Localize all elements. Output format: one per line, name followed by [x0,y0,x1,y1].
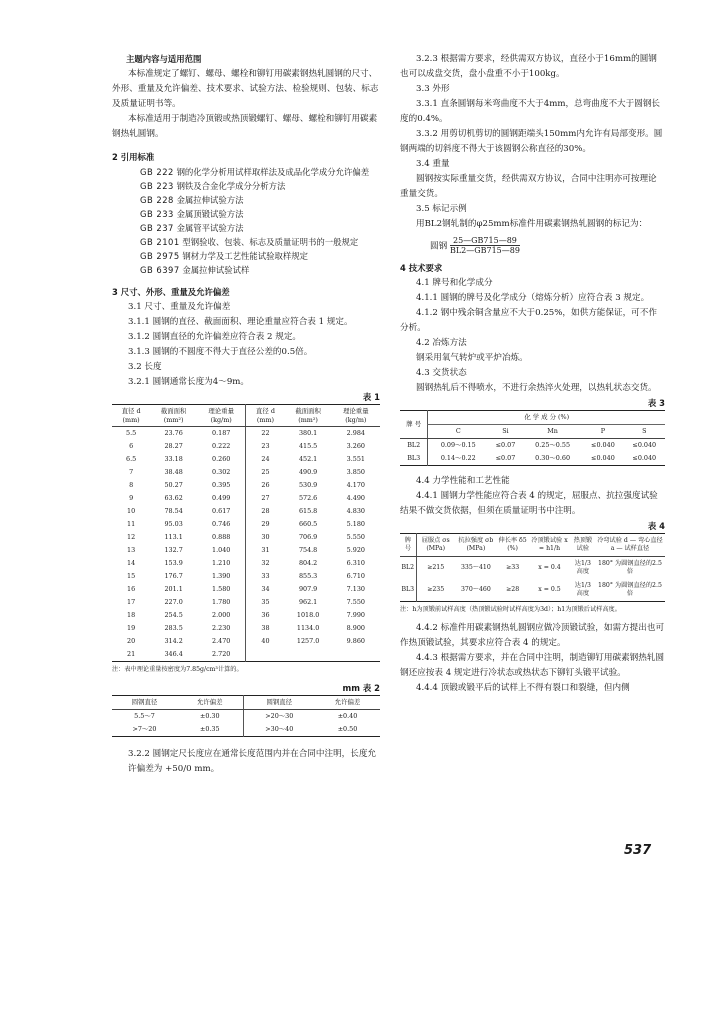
table-cell: 0.302 [212,468,231,476]
table-cell: 452.1 [298,455,318,463]
table-cell: 2.230 [212,624,231,632]
table-cell: 113.1 [164,533,183,541]
table-cell: 415.5 [298,442,318,450]
table-row [112,723,380,737]
clause: 3.2 长度 [128,362,162,372]
clause: 4.4.3 根据需方要求，并在合同中注明，制造铆钉用碳素钢热轧圆钢还应按表 4 规定进行冷状态或热状态下铆钉头锻平试验。 [400,652,665,678]
table-cell: 34 [246,583,285,596]
table-cell: 26 [246,479,285,492]
table-cell: 32 [246,557,285,570]
table-1-note: 注：表中理论重量按密度为7.85g/cm³计算的。 [112,666,243,673]
table-row [112,570,380,583]
table-cell: 78.54 [164,507,183,515]
clause: 3.2.1 圆钢通常长度为4～9m。 [128,377,250,387]
table-cell: 10 [127,507,136,515]
reference-code: GB 228 [140,195,174,205]
table-cell: 20 [127,637,136,645]
clause: 4.4.2 标准件用碳素钢热轧圆钢应做冷顶锻试验，如需方提出也可作热顶锻试验，其要求应符合表 4 的规定。 [400,622,665,648]
table-3-header: 牌 号 [400,411,428,439]
table-cell: ±0.30 [199,711,220,720]
table-cell: 31 [246,544,285,557]
table-row [112,427,380,441]
table-cell: 25 [246,466,285,479]
clause: 4.4 力学性能和工艺性能 [416,475,510,486]
table-header-cell: 允许偏差 [315,696,380,710]
table-cell: 0.746 [212,520,231,528]
table-row [112,635,380,648]
table-cell: 0.09～0.15 [428,438,488,452]
table-cell: x = 0.5 [538,585,561,593]
reference-item [112,165,380,179]
table-cell: 380.1 [298,429,318,437]
reference-code: GB 223 [140,181,174,191]
table-cell: 2.000 [212,611,231,619]
table-cell: 22 [246,427,285,441]
table-cell: 21 [127,650,136,658]
table-cell [285,648,332,662]
clause: 4.1 牌号和化学成分 [416,278,493,288]
table-cell: 33 [246,570,285,583]
table-header-cell: Si [488,425,523,439]
table-cell: 5.180 [346,520,365,528]
clause: 3.2.2 圆钢定尺长度应在通常长度范围内并在合同中注明，长度允许偏差为 +50/0 mm。 [128,748,377,774]
table-header-cell: 屈服点 σs (MPa) [416,533,455,556]
table-cell: 5.920 [346,546,365,554]
table-cell: 8.900 [346,624,365,632]
table-cell: ≥215 [416,556,455,579]
section-heading: 主题内容与适用范围 [126,54,202,64]
paragraph: 本标准规定了螺钉、螺母、螺栓和铆钉用碳素钢热轧圆钢的尺寸、外形、重量及允许偏差、技术要求、试验方法、检验规则、包装、标志及质量证明书等。 [112,69,379,109]
table-cell: 15 [127,572,136,580]
table-cell: 2.470 [212,637,231,645]
table-4 [400,533,665,602]
table-cell: 28 [246,505,285,518]
table-row [112,440,380,453]
table-cell: 0.617 [212,507,231,515]
table-cell: 2.720 [212,650,231,658]
table-row [400,452,665,466]
table-header-cell: P [582,425,623,439]
table-cell: >20～30 [243,709,315,723]
reference-title: 钢的化学分析用试样取样法及成品化学成分允许偏差 [176,167,370,177]
clause: 3.3.1 直条圆钢每米弯曲度不大于4mm，总弯曲度不大于圆钢长度的0.4%。 [400,99,661,124]
table-row [112,609,380,622]
table-cell: 4.170 [346,481,365,489]
reference-title: 钢铁及合金化学成分分析方法 [176,181,286,191]
table-cell: 227.0 [164,598,183,606]
table-row [112,479,380,492]
table-cell: 36 [246,609,285,622]
table-cell: 29 [246,518,285,531]
table-cell: ≤0.07 [495,453,516,462]
table-cell: 1257.0 [296,637,320,645]
table-cell: 530.9 [298,481,318,489]
clause: 3.1.3 圆钢的不圆度不得大于直径公差的0.5倍。 [128,347,313,357]
table-cell: 9 [129,494,134,502]
table-cell: 7 [129,468,134,476]
table-cell: ±0.50 [337,724,358,733]
table-cell: BL2 [401,563,415,571]
table-row [112,622,380,635]
table-cell: >7～20 [132,724,157,733]
table-header-cell: 冷弯试验 d — 弯心直径 a — 试样直径 [595,533,665,556]
table-cell [246,648,285,662]
table-row [112,531,380,544]
table-cell: 3.850 [346,468,365,476]
table-cell: 855.3 [298,572,318,580]
table-cell: 14 [127,559,136,567]
clause: 4.4.1 圆钢力学性能应符合表 4 的规定，屈服点、抗拉强度试验结果不做交货依据，但须在质量证明书中注明。 [400,490,658,516]
table-cell: 2.984 [346,429,365,437]
reference-code: GB 237 [140,223,174,233]
table-cell: 16 [127,585,136,593]
section-heading: 4 技术要求 [400,263,443,273]
table-cell: 4.490 [346,494,365,502]
table-cell: 180° 为圆钢直径的2.5倍 [598,559,662,575]
table-cell: 23 [246,440,285,453]
table-4-note: 注：h为顶锻前试样高度（热顶锻试验时试样高度为3d）；h1为顶锻后试样高度。 [400,605,621,613]
table-cell: 254.5 [164,611,183,619]
table-cell: 50.27 [164,481,183,489]
table-cell: ≤0.040 [632,453,657,462]
paragraph: 用BL2钢轧制的φ25mm标准件用碳素钢热轧圆钢的标记为： [416,219,648,229]
table-row [400,556,665,579]
table-cell: 0.222 [212,442,231,450]
table-cell: 0.14～0.22 [428,452,488,466]
reference-code: GB 6397 [140,265,180,275]
table-row [112,596,380,609]
table-row [112,709,380,723]
clause: 3.1 尺寸、重量及允许偏差 [128,302,231,312]
table-cell: 615.8 [298,507,318,515]
reference-code: GB 2975 [140,251,180,261]
table-1 [112,404,380,662]
table-header-cell: 理论重量 (kg/m) [332,405,380,427]
table-header-cell: 允许偏差 [177,696,243,710]
paragraph: 圆钢热轧后不得喷水，不进行余热淬火处理，以热轧状态交货。 [416,383,657,393]
table-header-cell: 理论重量 (kg/m) [197,405,246,427]
table-cell: 754.8 [298,546,318,554]
clause: 4.3 交货状态 [416,368,467,378]
table-cell: 63.62 [164,494,183,502]
table-header-cell: 热顶锻试验 [571,533,595,556]
section-heading: 2 引用标准 [112,152,155,162]
table-row [112,583,380,596]
table-cell: 11 [127,520,136,528]
reference-code: GB 222 [140,167,174,177]
table-header-cell: 直径 d (mm) [112,405,150,427]
table-cell: 180° 为圆钢直径的2.5倍 [598,581,662,597]
clause: 3.3.2 用剪切机剪切的圆钢距端头150mm内允许有局部变形。圆钢两端的切斜度不得大于该圆钢公称直径的30%。 [400,129,663,154]
table-cell: 572.6 [298,494,318,502]
table-cell: 28.27 [164,442,183,450]
clause: 3.3 外形 [416,84,450,94]
table-cell: ≥235 [416,579,455,602]
clause: 4.1.1 圆钢的牌号及化学成分（熔炼分析）应符合表 3 规定。 [416,293,650,303]
table-cell: 132.7 [164,546,183,554]
table-cell: ±0.35 [199,724,220,733]
table-cell: ≥33 [506,563,520,571]
table-cell: 5.5～7 [134,711,155,720]
table-cell: 1134.0 [296,624,320,632]
table-header-cell: 圆钢直径 [243,696,315,710]
table-cell: 3.260 [346,442,365,450]
table-cell: 27 [246,492,285,505]
table-row [112,453,380,466]
table-cell: BL3 [407,453,421,462]
table-cell: 3.551 [346,455,365,463]
right-column [400,52,665,696]
table-header-cell: 牌 号 [400,533,416,556]
reference-title: 金属管平试验方法 [176,223,244,233]
table-cell: 335～410 [460,563,491,571]
reference-list [112,165,380,277]
table-row [112,648,380,662]
clause: 3.4 重量 [416,159,450,169]
table-row [112,505,380,518]
table-cell: 6.5 [126,455,137,463]
reference-title: 型钢验收、包装、标志及质量证明书的一般规定 [182,237,359,247]
table-cell: 24 [246,453,285,466]
table-cell: 6 [129,442,134,450]
table-row [112,492,380,505]
table-cell: 35 [246,596,285,609]
page-number: 537 [624,843,652,858]
paragraph: 圆钢按实际重量交货，经供需双方协议，合同中注明亦可按理论重量交货。 [400,174,657,199]
table-cell: ≤0.040 [591,453,615,462]
table-cell: 17 [127,598,136,606]
table-header-cell: Mn [523,425,582,439]
table-cell: 19 [127,624,136,632]
table-header-cell: 截面面积 (mm²) [150,405,197,427]
table-cell: 33.18 [164,455,183,463]
table-row [400,438,665,452]
table-cell: 1.210 [212,559,231,567]
table-header-cell: 冷顶锻试验 x = h1/h [528,533,571,556]
table-cell: 13 [127,546,136,554]
table-cell: 153.9 [164,559,183,567]
clause: 3.2.3 根据需方要求，经供需双方协议，直径小于16mm的圆钢也可以成盘交货，盘小盘重不小于100kg。 [400,54,657,79]
table-row [112,557,380,570]
table-header-cell: C [428,425,488,439]
table-header-cell: 圆钢直径 [112,696,177,710]
table-cell: ≤0.07 [495,440,516,449]
table-header-cell: 伸长率 δ5 (%) [497,533,528,556]
table-cell: 达1/3高度 [574,581,591,597]
table-cell: 0.395 [212,481,231,489]
reference-item [112,179,380,193]
table-cell: 1.390 [212,572,231,580]
table-3 [400,410,665,466]
clause: 3.5 标记示例 [416,204,467,214]
table-cell: BL3 [401,585,415,593]
table-cell: 7.130 [346,585,365,593]
table-row [112,544,380,557]
table-cell: 962.1 [298,598,318,606]
table-cell: ≤0.040 [632,440,657,449]
marking-label: 圆钢 [430,241,448,252]
table-cell: 7.550 [346,598,365,606]
table-cell: 30 [246,531,285,544]
table-cell: 490.9 [298,468,318,476]
table-cell: x = 0.4 [538,563,561,571]
table-cell: 346.4 [164,650,183,658]
clause: 4.1.2 钢中残余铜含量应不大于0.25%，如供方能保证，可不作分析。 [400,308,657,333]
reference-title: 金属顶锻试验方法 [176,209,244,219]
table-cell: 1.780 [212,598,231,606]
table-cell [332,648,380,662]
table-cell: 660.5 [298,520,318,528]
table-header-cell: 截面面积 (mm²) [285,405,332,427]
paragraph: 钢采用氧气转炉或平炉冶炼。 [416,353,528,363]
clause: 4.2 冶炼方法 [416,338,467,348]
reference-item [112,249,380,263]
table-2 [112,695,380,737]
table-3-group-header: 化 学 成 分 (%) [428,411,665,425]
table-cell: 1.580 [212,585,231,593]
table-cell: 40 [246,635,285,648]
table-cell: 5.550 [346,533,365,541]
table-cell: 6.710 [346,572,365,580]
table-cell: 达1/3高度 [574,559,591,575]
table-cell: 706.9 [298,533,318,541]
reference-title: 钢材力学及工艺性能试验取样规定 [182,251,309,261]
table-cell: 12 [127,533,136,541]
marking-numerator: 25—GB715—89 [450,236,520,246]
table-cell: 6.310 [346,559,365,567]
table-row [112,466,380,479]
table-cell: 1.040 [212,546,231,554]
reference-code: GB 2101 [140,237,180,247]
table-cell: 38.48 [164,468,183,476]
table-row [400,579,665,602]
table-cell: 1018.0 [296,611,320,619]
table-cell: 0.187 [212,429,231,437]
reference-item [112,221,380,235]
table-4-title: 表 4 [647,520,665,531]
reference-item [112,235,380,249]
table-header-cell: 直径 d (mm) [246,405,285,427]
table-cell: ≤0.040 [591,440,615,449]
table-3-title: 表 3 [647,398,665,408]
table-header-cell: S [624,425,665,439]
clause: 3.1.1 圆钢的直径、截面面积、理论重量应符合表 1 规定。 [128,317,353,327]
table-cell: >30～40 [243,723,315,737]
reference-item [112,263,380,277]
marking-denominator: BL2—GB715—89 [449,246,520,255]
table-cell: 283.5 [164,624,183,632]
table-cell: BL2 [407,440,421,449]
reference-code: GB 233 [140,209,174,219]
table-cell: 201.1 [164,585,183,593]
table-cell: 804.2 [298,559,318,567]
table-cell: 95.03 [164,520,183,528]
reference-title: 金属拉伸试验方法 [176,195,244,205]
table-header-cell: 抗拉强度 σb (MPa) [455,533,497,556]
table-cell: 0.260 [212,455,231,463]
table-cell: ≥28 [506,585,520,593]
table-1-title: 表 1 [362,392,380,402]
table-cell: 370～460 [460,585,491,593]
table-2-title: mm 表 2 [342,683,380,693]
marking-example [400,236,665,255]
table-cell: 0.888 [212,533,231,541]
reference-item [112,193,380,207]
reference-item [112,207,380,221]
table-cell: 38 [246,622,285,635]
section-heading: 3 尺寸、外形、重量及允许偏差 [112,287,230,297]
table-cell: 0.499 [212,494,231,502]
table-cell: 0.30～0.60 [535,453,571,462]
table-cell: 18 [127,611,136,619]
marking-fraction [450,236,520,255]
table-cell: 8 [129,481,134,489]
table-cell: 176.7 [164,572,183,580]
clause: 4.4.4 顶锻或锻平后的试样上不得有裂口和裂缝，但内侧 [416,682,630,693]
left-column [112,52,380,777]
reference-title: 金属拉伸试验试样 [182,265,250,275]
clause: 3.1.2 圆钢直径的允许偏差应符合表 2 规定。 [128,332,302,342]
table-cell: 907.9 [298,585,318,593]
table-row [112,518,380,531]
table-cell: ±0.40 [337,711,358,720]
table-cell: 4.830 [346,507,365,515]
table-cell: 5.5 [126,429,137,437]
table-cell: 7.990 [346,611,365,619]
table-cell: 23.76 [164,429,183,437]
paragraph: 本标准适用于制造冷顶锻或热顶锻螺钉、螺母、螺栓和铆钉用碳素钢热轧圆钢。 [112,114,378,139]
table-cell: 9.860 [346,637,365,645]
table-cell: 314.2 [164,637,183,645]
table-cell: 0.25～0.55 [535,440,571,449]
